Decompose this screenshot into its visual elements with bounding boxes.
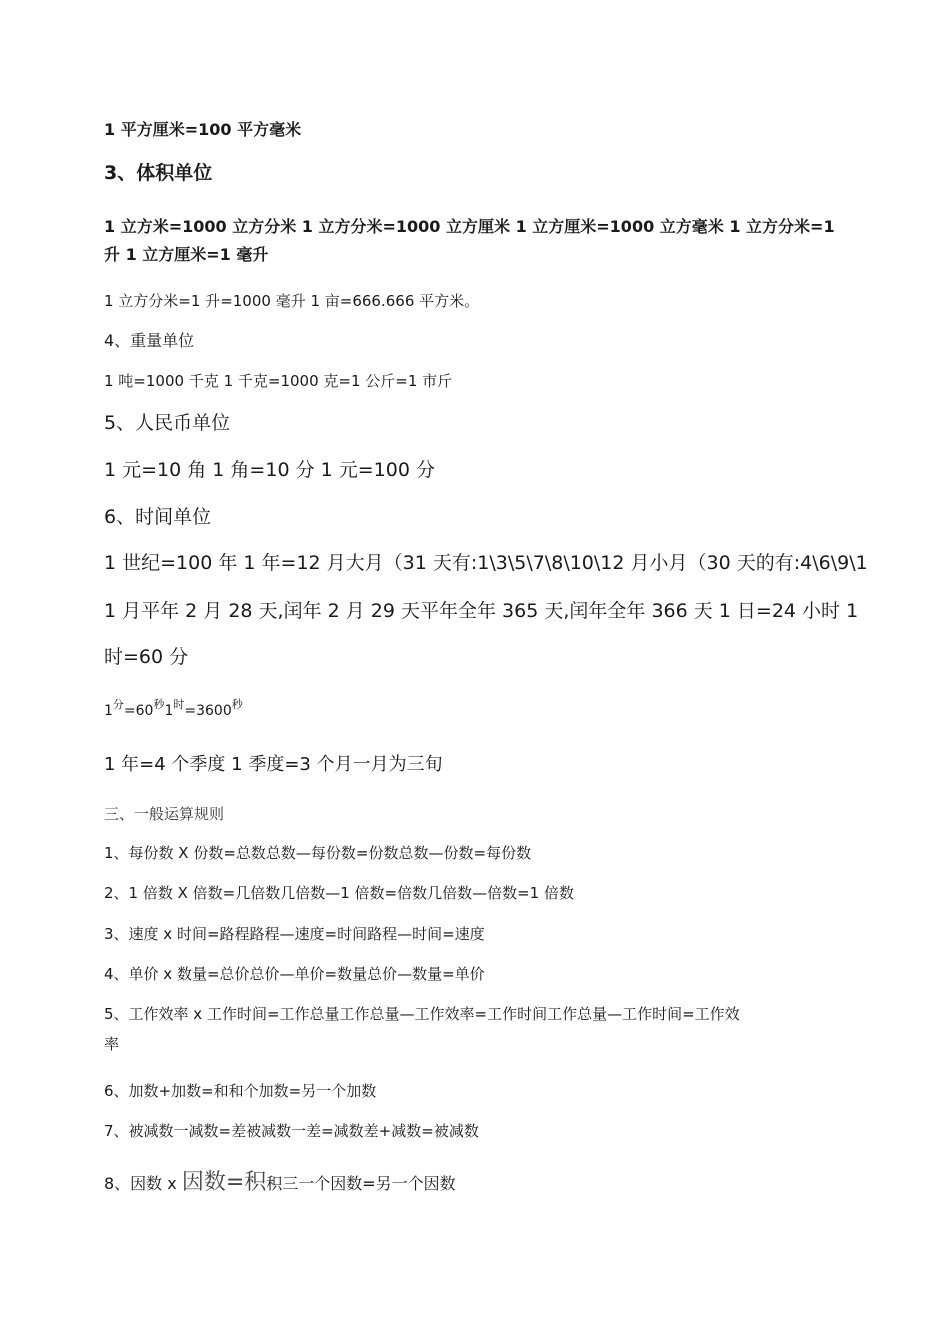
text-line: 1 月平年 2 月 28 天,闰年 2 月 29 天平年全年 365 天,闰年全年 366 天 1 日=24 小时 1 [104, 600, 859, 622]
superscript: 秒 [231, 698, 243, 711]
text-line: 1、每份数 X 份数=总数总数—每份数=份数总数—份数=每份数 [104, 844, 532, 862]
section-heading: 三、一般运算规则 [104, 805, 225, 823]
text-line [104, 1165, 456, 1196]
text-line: 1 世纪=100 年 1 年=12 月大月（31 天有:1\3\5\7\8\10\12 月小月（30 天的有:4\6\9\1 [104, 552, 868, 574]
text-line: 6、加数+加数=和和个加数=另一个加数 [104, 1082, 377, 1100]
section-heading: 5、人民币单位 [104, 412, 231, 434]
superscript: 分 [112, 698, 124, 711]
text-line: 7、被减数一减数=差被减数一差=减数差+减数=被减数 [104, 1122, 479, 1140]
text-line: 3、速度 x 时间=路程路程—速度=时间路程—时间=速度 [104, 925, 485, 943]
text-line: 1 平方厘米=100 平方毫米 [104, 120, 302, 139]
text-line: 1 年=4 个季度 1 季度=3 个月一月为三旬 [104, 754, 443, 775]
text-line: 升 1 立方厘米=1 毫升 [104, 245, 269, 264]
text-line: 1 立方米=1000 立方分米 1 立方分米=1000 立方厘米 1 立方厘米=1000 立方毫米 1 立方分米=1 [104, 217, 835, 236]
superscript: 秒 [153, 698, 165, 711]
text-fragment: =60 [123, 703, 154, 719]
text-fragment: 8、因数 x [104, 1174, 182, 1193]
text-line: 1 立方分米=1 升=1000 毫升 1 亩=666.666 平方米。 [104, 292, 480, 310]
text-line: 时=60 分 [104, 646, 189, 668]
text-fragment-large: 因数=积 [181, 1170, 267, 1195]
text-line-with-superscripts [104, 696, 243, 719]
section-heading: 4、重量单位 [104, 331, 195, 350]
superscript: 时 [173, 698, 185, 711]
text-fragment: 积三一个因数=另一个因数 [266, 1174, 456, 1193]
section-heading: 6、时间单位 [104, 506, 212, 528]
text-line: 率 [104, 1035, 120, 1053]
text-line: 4、单价 x 数量=总价总价—单价=数量总价—数量=单价 [104, 965, 485, 983]
text-line: 1 元=10 角 1 角=10 分 1 元=100 分 [104, 459, 435, 481]
text-fragment: 1 [104, 703, 113, 719]
text-line: 5、工作效率 x 工作时间=工作总量工作总量—工作效率=工作时间工作总量—工作时间=工作效 [104, 1005, 740, 1023]
text-fragment: 1 [164, 703, 174, 719]
text-line: 1 吨=1000 千克 1 千克=1000 克=1 公斤=1 市斤 [104, 372, 453, 390]
text-line: 2、1 倍数 X 倍数=几倍数几倍数—1 倍数=倍数几倍数—倍数=1 倍数 [104, 884, 574, 902]
text-fragment: =3600 [184, 703, 232, 719]
section-heading: 3、体积单位 [104, 162, 213, 184]
